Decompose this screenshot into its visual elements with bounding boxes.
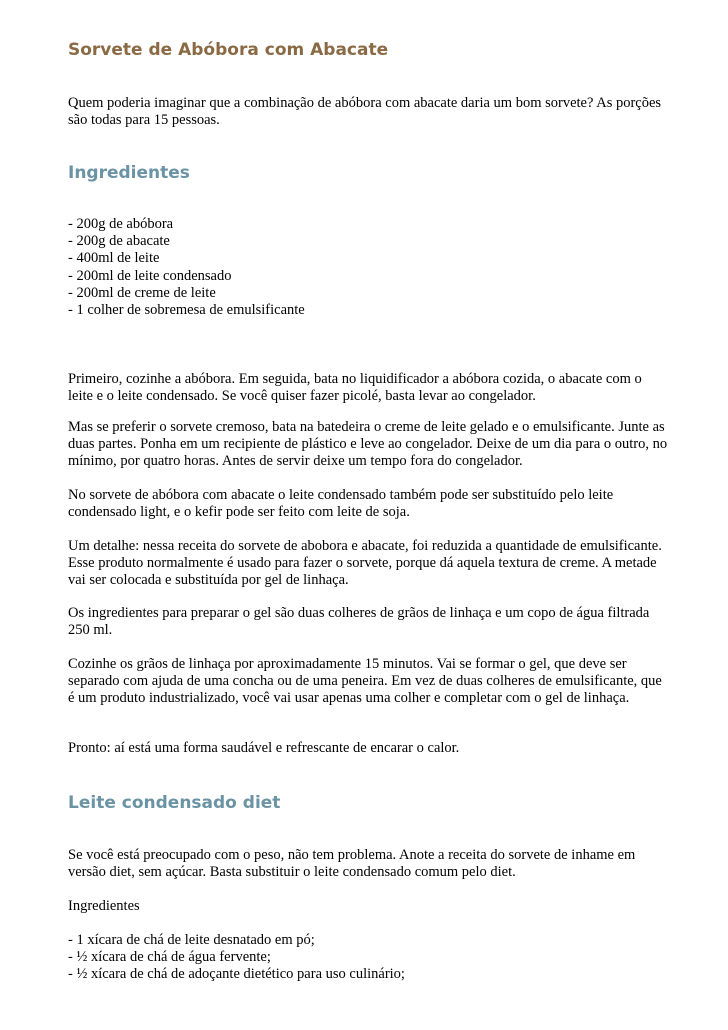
ingredient-item: - 200g de abóbora bbox=[68, 216, 174, 232]
ingredient-item: - 200ml de leite condensado bbox=[68, 267, 232, 284]
instructions-paragraph: Um detalhe: nessa receita do sorvete de abobora e abacate, foi reduzida a quantidade de emulsificante. Esse produto normalmente é usado para fazer o sorvete, porque dá aquela textura de creme. A metade vai ser colocada e substituída por gel de linhaça. bbox=[68, 538, 662, 589]
ingredient-item: - 200g de abacate bbox=[68, 233, 170, 250]
diet-ingredients-list bbox=[68, 932, 668, 984]
instructions-paragraph: Cozinhe os grãos de linhaça por aproximadamente 15 minutos. Vai se formar o gel, que deve ser separado com ajuda de uma concha ou de uma peneira. Em vez de duas colheres de emulsificante, que é um produto industrializado, você vai usar apenas uma colher e completar com o gel de linhaça. bbox=[68, 656, 662, 707]
diet-ingredient-item: - ½ xícara de chá de adoçante dietético para uso culinário; bbox=[68, 966, 405, 983]
instructions-paragraph: Os ingredientes para preparar o gel são duas colheres de grãos de linhaça e um copo de água filtrada 250 ml. bbox=[68, 605, 650, 639]
diet-ingredients-label: Ingredientes bbox=[68, 898, 140, 914]
diet-ingredient-item: - ½ xícara de chá de água fervente; bbox=[68, 949, 271, 966]
instructions-paragraph: Mas se preferir o sorvete cremoso, bata na batedeira o creme de leite gelado e o emulsificante. Junte as duas partes. Ponha em um recipiente de plástico e leve ao congelador. Deixe de um dia para o outro, no mínimo, por quatro horas. Antes de servir deixe um tempo fora do congelador. bbox=[68, 419, 668, 470]
ingredients-heading: Ingredientes bbox=[68, 163, 190, 183]
instructions-paragraph: No sorvete de abóbora com abacate o leite condensado também pode ser substituído pelo leite condensado light, e o kefir pode ser feito com leite de soja. bbox=[68, 487, 614, 521]
ingredient-item: - 400ml de leite bbox=[68, 250, 160, 267]
page-title: Sorvete de Abóbora com Abacate bbox=[68, 40, 389, 60]
diet-ingredient-item: - 1 xícara de chá de leite desnatado em pó; bbox=[68, 932, 315, 948]
instructions-paragraph: Pronto: aí está uma forma saudável e refrescante de encarar o calor. bbox=[68, 740, 460, 756]
diet-intro-paragraph: Se você está preocupado com o peso, não tem problema. Anote a receita do sorvete de inhame em versão diet, sem açúcar. Basta substituir o leite condensado comum pelo diet. bbox=[68, 847, 636, 881]
intro-paragraph: Quem poderia imaginar que a combinação de abóbora com abacate daria um bom sorvete? As porções são todas para 15 pessoas. bbox=[68, 95, 662, 129]
ingredients-list bbox=[68, 216, 668, 319]
ingredient-item: - 200ml de creme de leite bbox=[68, 284, 216, 301]
diet-heading: Leite condensado diet bbox=[68, 793, 281, 813]
instructions-paragraph: Primeiro, cozinhe a abóbora. Em seguida, bata no liquidificador a abóbora cozida, o abacate com o leite e o leite condensado. Se você quiser fazer picolé, basta levar ao congelador. bbox=[68, 371, 642, 405]
ingredient-item: - 1 colher de sobremesa de emulsificante bbox=[68, 302, 305, 319]
